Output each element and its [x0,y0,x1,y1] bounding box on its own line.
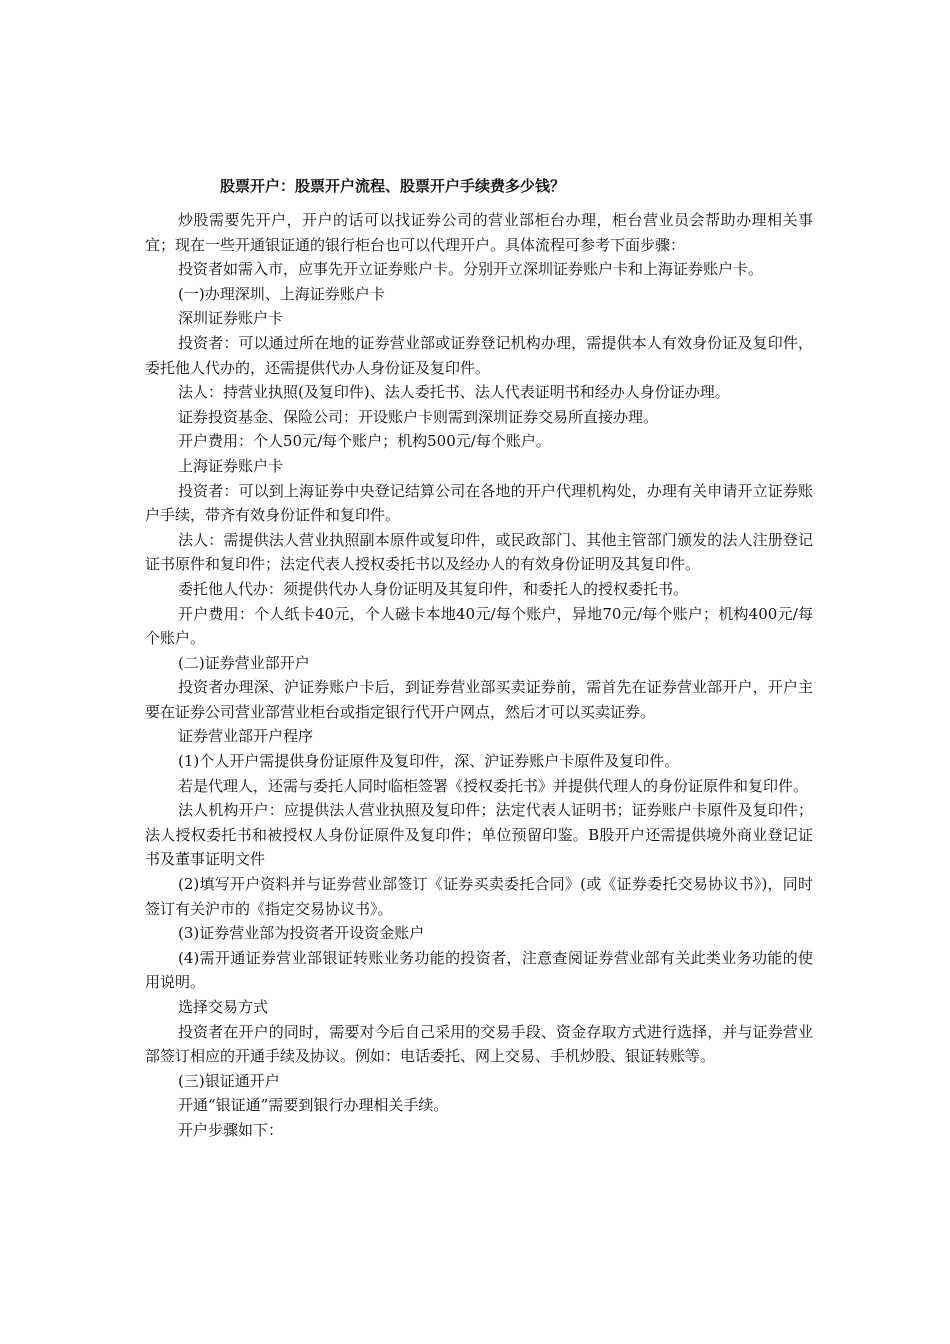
subsection-heading: 深圳证券账户卡 [178,309,284,328]
paragraph: 法人：需提供法人营业执照副本原件或复印件，或民政部门、其他主管部门颁发的法人注册登记证书原件和复印件；法定代表人授权委托书以及经办人的有效身份证明及其复印件。 [145,530,813,574]
subsection-heading: 选择交易方式 [178,998,269,1016]
paragraph: 开通“银证通”需要到银行办理相关手续。 [178,1096,449,1115]
paragraph: 投资者如需入市，应事先开立证券账户卡。分别开立深圳证券账户卡和上海证券账户卡。 [178,260,764,279]
paragraph: 若是代理人，还需与委托人同时临柜签署《授权委托书》并提供代理人的身份证原件和复印件。 [178,776,809,795]
paragraph: 投资者：可以通过所在地的证券营业部或证券登记机构办理，需提供本人有效身份证及复印件，委托他人代办的，还需提供代办人身份证及复印件。 [145,333,813,377]
section-heading: (一)办理深圳、上海证券账户卡 [178,284,385,303]
paragraph: 法人：持营业执照(及复印件)、法人委托书、法人代表证明书和经办人身份证办理。 [178,383,730,402]
paragraph: (4)需开通证券营业部银证转账业务功能的投资者，注意查阅证券营业部有关此类业务功能的使用说明。 [145,948,813,992]
paragraph: (2)填写开户资料并与证券营业部签订《证券买卖委托合同》(或《证券委托交易协议书》)，同时签订有关沪市的《指定交易协议书》。 [145,875,813,918]
paragraph: 开户步骤如下： [178,1120,284,1139]
subsection-heading: 上海证券账户卡 [178,456,284,475]
paragraph: 投资者办理深、沪证券账户卡后，到证券营业部买卖证券前，需首先在证券营业部开户，开户主要在证券公司营业部营业柜台或指定银行代开户网点，然后才可以买卖证券。 [145,678,813,721]
section-heading: (三)银证通开户 [178,1071,280,1090]
paragraph: 炒股需要先开户，开户的话可以找证券公司的营业部柜台办理，柜台营业员会帮助办理相关事宜；现在一些开通银证通的银行柜台也可以代理开户。具体流程可参考下面步骤： [145,211,813,254]
paragraph: 开户费用：个人纸卡40元，个人磁卡本地40元/每个账户，异地70元/每个账户；机构400元/每个账户。 [145,604,813,648]
paragraph: 委托他人代办：须提供代办人身份证明及其复印件，和委托人的授权委托书。 [178,579,689,598]
paragraph: (3)证券营业部为投资者开设资金账户 [178,924,425,943]
subsection-heading: 证券营业部开户程序 [178,727,314,746]
paragraph: 法人机构开户：应提供法人营业执照及复印件；法定代表人证明书；证券账户卡原件及复印件；法人授权委托书和被授权人身份证原件及复印件；单位预留印鉴。B股开户还需提供境外商业登记证书及董事证明文件 [145,801,813,869]
paragraph: 证券投资基金、保险公司：开设账户卡则需到深圳证券交易所直接办理。 [178,407,659,426]
page-title: 股票开户：股票开户流程、股票开户手续费多少钱？ [220,177,566,195]
section-heading: (二)证券营业部开户 [178,653,310,672]
paragraph: 投资者：可以到上海证券中央登记结算公司在各地的开户代理机构处，办理有关申请开立证券账户手续，带齐有效身份证件和复印件。 [145,481,813,525]
paragraph: (1)个人开户需提供身份证原件及复印件，深、沪证券账户卡原件及复印件。 [178,752,680,771]
paragraph: 开户费用：个人50元/每个账户；机构500元/每个账户。 [178,432,551,451]
paragraph: 投资者在开户的同时，需要对今后自己采用的交易手段、资金存取方式进行选择，并与证券营业部签订相应的开通手续及协议。例如：电话委托、网上交易、手机炒股、银证转账等。 [145,1022,813,1066]
document-body [145,208,813,1143]
